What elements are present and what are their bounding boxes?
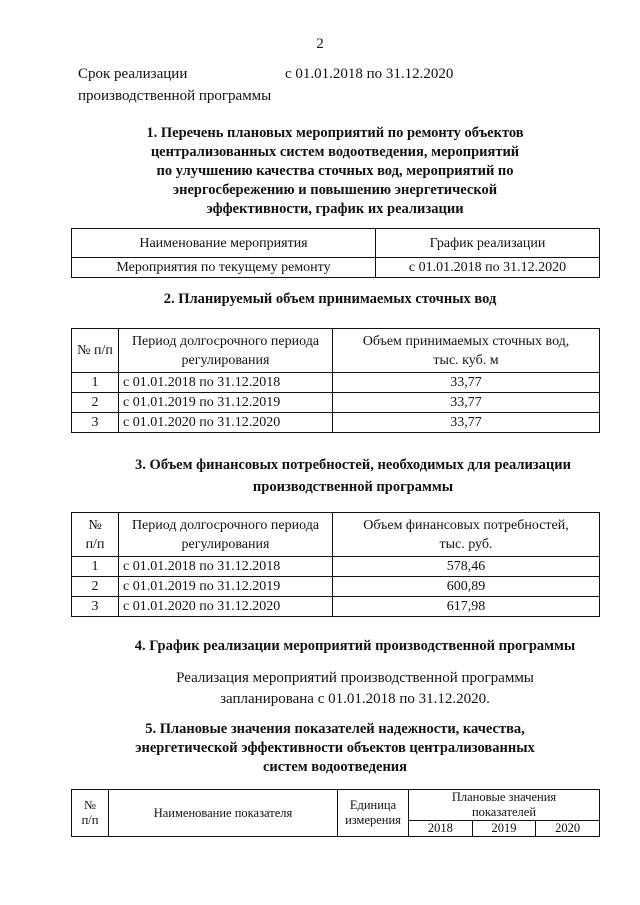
header-number-line2: п/п [81,813,99,827]
header-year: 2018 [409,821,473,837]
header-unit-line2: измерения [345,813,401,827]
header-finance-line1: Объем финансовых потребностей, [363,517,569,533]
cell-finance: 617,98 [333,597,600,617]
cell-period: с 01.01.2019 по 31.12.2019 [119,577,333,597]
header-year: 2020 [536,821,600,837]
header-period-line1: Период долгосрочного периода [131,517,320,533]
header-period-line1: Период долгосрочного периода [131,333,320,349]
page-number: 2 [316,36,324,52]
header-planned-values-line1: Плановые значения [451,790,557,804]
table-header-row [72,329,600,373]
header-volume [333,329,600,373]
section-5-title-line: систем водоотведения [262,759,408,775]
section-1-title-line: по улучшению качества сточных вод, мероприятий по [156,163,514,179]
header-planned-values [409,790,600,821]
section-3-title [0,454,640,498]
section-5-table [71,789,600,837]
cell-schedule: с 01.01.2018 по 31.12.2020 [376,258,600,278]
section-1-title-line: эффективности, график их реализации [206,201,464,217]
cell-number: 2 [72,577,119,597]
section-2-table [71,328,600,433]
cell-period: с 01.01.2020 по 31.12.2020 [119,597,333,617]
cell-period: с 01.01.2019 по 31.12.2019 [119,393,333,413]
section-3-table [71,512,600,617]
header-volume-line2: тыс. куб. м [433,352,499,368]
section-3-title-line: производственной программы [252,479,454,495]
table-header-row [72,229,600,258]
header-period [119,513,333,557]
table-row [72,393,600,413]
section-4-text-line2: запланирована с 01.01.2018 по 31.12.2020. [220,691,490,707]
section-5-title-line: 5. Плановые значения показателей надежности, качества, [145,721,525,737]
section-4-text-line1: Реализация мероприятий производственной программы [176,670,534,686]
table-row [72,413,600,433]
header-unit [338,790,409,837]
section-4-text [0,668,640,710]
header-activity-name: Наименование мероприятия [72,229,376,258]
period-value: с 01.01.2018 по 31.12.2020 [285,66,454,82]
header-volume-line1: Объем принимаемых сточных вод, [362,333,570,349]
section-1-table [71,228,600,278]
table-header-row [72,790,600,821]
section-1-title-line: централизованных систем водоотведения, мероприятий [150,144,520,160]
header-indicator-name: Наименование показателя [109,790,338,837]
header-number-line2: п/п [85,536,105,552]
section-1-title-line: 1. Перечень плановых мероприятий по ремонту объектов [146,125,524,141]
header-period [119,329,333,373]
header-finance [333,513,600,557]
cell-period: с 01.01.2018 по 31.12.2018 [119,557,333,577]
header-number-line1: № [88,517,102,533]
period-label-line1: Срок реализации [78,66,188,82]
table-header-row [72,513,600,557]
header-planned-values-line2: показателей [471,805,537,819]
cell-volume: 33,77 [333,373,600,393]
header-finance-line2: тыс. руб. [439,536,493,552]
cell-volume: 33,77 [333,393,600,413]
cell-volume: 33,77 [333,413,600,433]
header-number-line1: № [84,798,96,812]
table-row [72,597,600,617]
cell-period: с 01.01.2018 по 31.12.2018 [119,373,333,393]
section-1-title [0,124,640,219]
cell-number: 3 [72,597,119,617]
cell-number: 1 [72,557,119,577]
cell-finance: 578,46 [333,557,600,577]
table-row [72,577,600,597]
header-number: № п/п [72,329,119,373]
section-5-title [0,720,640,777]
section-4-title: 4. График реализации мероприятий производственной программы [134,638,576,654]
cell-activity-name: Мероприятия по текущему ремонту [72,258,376,278]
section-2-title: 2. Планируемый объем принимаемых сточных вод [163,291,497,307]
header-schedule: График реализации [376,229,600,258]
header-unit-line1: Единица [349,798,397,812]
section-5-title-line: энергетической эффективности объектов централизованных [135,740,535,756]
cell-number: 2 [72,393,119,413]
period-label-line2: производственной программы [78,88,272,104]
header-number [72,790,109,837]
cell-number: 3 [72,413,119,433]
section-3-title-line: 3. Объем финансовых потребностей, необходимых для реализации [135,457,571,473]
header-period-line2: регулирования [181,352,270,368]
table-row [72,258,600,278]
header-period-line2: регулирования [181,536,270,552]
table-row [72,557,600,577]
header-number [72,513,119,557]
section-1-title-line: энергосбережению и повышению энергетической [172,182,498,198]
cell-number: 1 [72,373,119,393]
cell-period: с 01.01.2020 по 31.12.2020 [119,413,333,433]
cell-finance: 600,89 [333,577,600,597]
table-row [72,373,600,393]
header-year: 2019 [472,821,536,837]
